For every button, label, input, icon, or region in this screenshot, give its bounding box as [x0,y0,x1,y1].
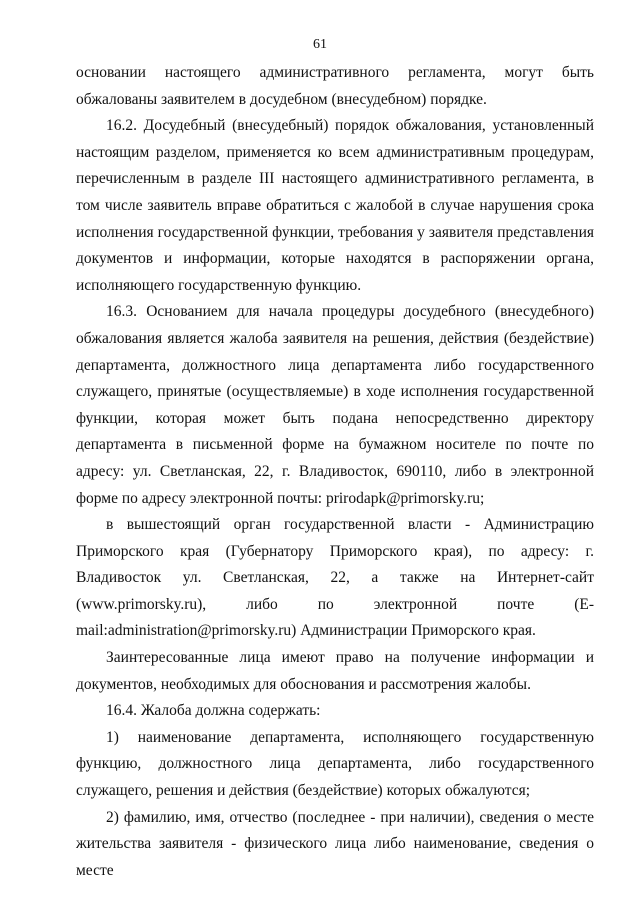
page-number: 61 [313,37,327,52]
list-item-2: 2) фамилию, имя, отчество (последнее - при наличии), сведения о месте жительства заявителя - физического лица либо наименование, сведения о месте [76,808,594,879]
paragraph-interested-persons: Заинтересованные лица имеют право на получение информации и документов, необходимых для обоснования и рассмотрения жалобы. [76,649,594,693]
document-body [76,60,594,884]
paragraph-16-4: 16.4. Жалоба должна содержать: [106,702,321,720]
paragraph-continuation: основании настоящего административного регламента, могут быть обжалованы заявителем в досудебном (внесудебном) порядке. [76,64,594,108]
list-item-1: 1) наименование департамента, исполняющего государственную функцию, должностного лица департамента, либо государственного служащего, решения и действия (бездействие) которых обжалуются; [76,728,594,800]
paragraph-16-2: 16.2. Досудебный (внесудебный) порядок обжалования, установленный настоящим разделом, применяется ко всем административным процедурам, перечисленным в разделе III настоящего административного регламента, в том числе заявитель вправе обратиться с жалобой в случае нарушения срока исполнения государственной функции, требования у заявителя представления документов и информации, которые находятся в распоряжении органа, исполняющего государственную функцию. [76,117,594,294]
paragraph-16-3: 16.3. Основанием для начала процедуры досудебного (внесудебного) обжалования является жалоба заявителя на решения, действия (бездействие) департамента, должностного лица департамента либо государственного служащего, принятые (осуществляемые) в ходе исполнения государственной функции, которая может быть подана непосредственно директору департамента в письменной форме на бумажном носителе по почте по адресу: ул. Светланская, 22, г. Владивосток, 690110, либо в электронной форме по адресу электронной почты: prirodapk@primorsky.ru; [76,303,594,507]
paragraph-higher-authority: в вышестоящий орган государственной власти - Администрацию Приморского края (Губернатору Приморского края), по адресу: г. Владивосток ул. Светланская, 22, а также на Интернет-сайт (www.primorsky.ru), либо по электронной почте (E-mail:administration@primorsky.ru) Администрации Приморского края. [76,516,594,640]
